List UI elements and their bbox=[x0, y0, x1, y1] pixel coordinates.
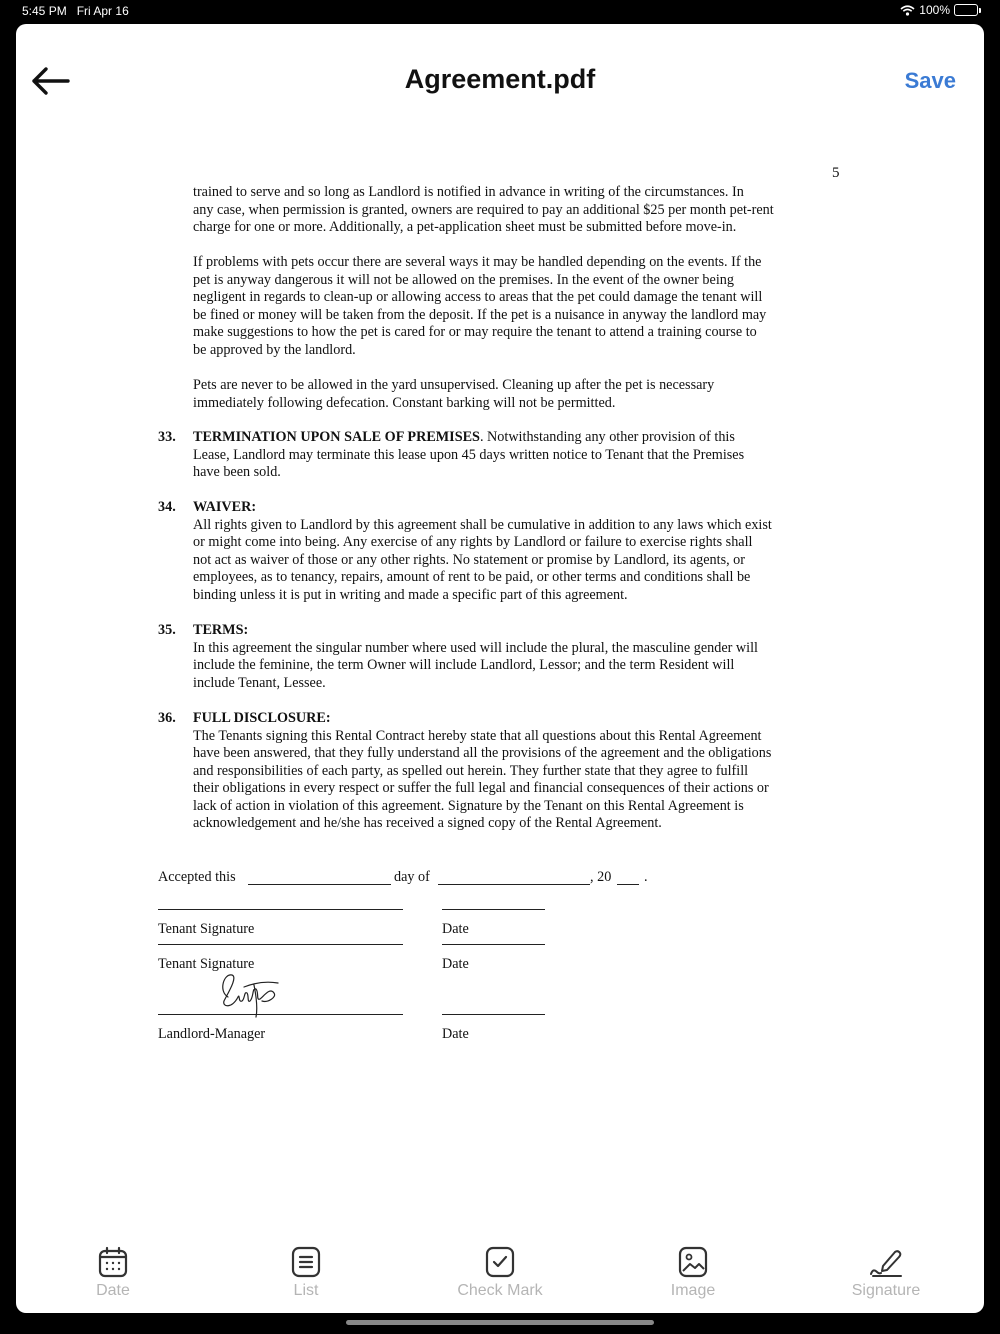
section-33-number: 33. bbox=[158, 429, 176, 445]
handwritten-signature[interactable] bbox=[214, 967, 284, 1019]
text-line: negligent in regards to clean-up or allowing access to areas that the pet could damage the tenant will bbox=[193, 289, 763, 305]
text-line: All rights given to Landlord by this agreement shall be cumulative in addition to any laws which exist bbox=[193, 516, 772, 533]
calendar-icon bbox=[98, 1246, 128, 1278]
signature-tool-label: Signature bbox=[851, 1282, 921, 1299]
paragraph-pets-3 bbox=[193, 377, 853, 412]
tenant-signature-label-2: Tenant Signature bbox=[158, 956, 255, 972]
document-title: Agreement.pdf bbox=[404, 64, 596, 94]
image-icon bbox=[678, 1246, 708, 1278]
section-36-heading: FULL DISCLOSURE: bbox=[193, 710, 331, 726]
battery-percent: 100% bbox=[919, 3, 950, 17]
date-label-2: Date bbox=[442, 956, 469, 972]
accepted-year-field[interactable] bbox=[617, 884, 639, 885]
battery-icon bbox=[954, 4, 978, 16]
text-line: be approved by the landlord. bbox=[193, 341, 356, 358]
text-line: or might come into being. Any exercise of any rights by Landlord or failure to exercise rights shall bbox=[193, 534, 753, 550]
text-line: binding unless it is put in writing and made a specific part of this agreement. bbox=[193, 586, 628, 603]
text-line: lack of action in violation of this agreement. Signature by the Tenant on this Rental Agreement is bbox=[193, 797, 744, 814]
text-line: and responsibilities of each party, as spelled out herein. They further state that they agree to fulfill bbox=[193, 762, 749, 779]
list-tool-button[interactable] bbox=[246, 1246, 366, 1300]
list-icon bbox=[291, 1246, 321, 1278]
accepted-period: . bbox=[644, 869, 648, 885]
text-line: immediately following defecation. Constant barking will not be permitted. bbox=[193, 394, 616, 411]
section-33-line-1: . Notwithstanding any other provision of this bbox=[479, 429, 735, 445]
text-line: The Tenants signing this Rental Contract hereby state that all questions about this Rental Agreement bbox=[193, 727, 762, 744]
section-34 bbox=[193, 499, 853, 604]
save-button[interactable]: Save bbox=[904, 68, 956, 93]
home-indicator bbox=[346, 1320, 654, 1325]
status-time: 5:45 PM Fri Apr 16 bbox=[22, 4, 129, 18]
text-line: have been sold. bbox=[193, 464, 281, 480]
tenant-signature-line-1[interactable] bbox=[158, 909, 403, 910]
text-line: acknowledgement and he/she has received a signed copy of the Rental Agreement. bbox=[193, 815, 662, 831]
wifi-icon bbox=[900, 5, 915, 16]
date-label-3: Date bbox=[442, 1026, 469, 1042]
signature-pen-icon bbox=[869, 1246, 903, 1278]
landlord-manager-label: Landlord-Manager bbox=[158, 1026, 266, 1042]
text-line bbox=[193, 429, 853, 447]
text-line: employees, as to tenancy, repairs, amount of rent to be paid, or other terms and conditions shall be bbox=[193, 569, 751, 585]
day-of-label: day of bbox=[394, 869, 430, 885]
section-33-heading: TERMINATION UPON SALE OF PREMISES bbox=[193, 429, 480, 445]
bottom-toolbar bbox=[16, 1242, 984, 1312]
date-tool-label: Date bbox=[96, 1282, 130, 1299]
paragraph-pets-1 bbox=[193, 184, 853, 237]
accepted-this-label: Accepted this bbox=[158, 869, 236, 885]
text-line: If problems with pets occur there are several ways it may be handled depending on the events. If the bbox=[193, 254, 762, 270]
text-line: be fined or money will be taken from the deposit. If the pet is a nuisance in anyway the landlord may bbox=[193, 306, 767, 323]
section-33 bbox=[193, 429, 853, 482]
section-35-number: 35. bbox=[158, 622, 176, 638]
section-36-number: 36. bbox=[158, 710, 176, 726]
section-35 bbox=[193, 622, 853, 692]
landlord-signature-line[interactable] bbox=[158, 1014, 403, 1015]
section-34-number: 34. bbox=[158, 499, 176, 515]
paragraph-pets-2 bbox=[193, 254, 853, 359]
year-prefix-label: , 20 bbox=[590, 869, 612, 885]
status-right bbox=[900, 3, 978, 17]
text-line: make suggestions to how the pet is cared for or may require the tenant to attend a training course to bbox=[193, 324, 757, 340]
signature-tool-button[interactable] bbox=[826, 1246, 946, 1300]
tenant-signature-label-1: Tenant Signature bbox=[158, 921, 255, 937]
text-line: pet is anyway dangerous it will not be allowed on the premises. In the event of the owner being bbox=[193, 271, 734, 288]
text-line: include the feminine, the term Owner will include Landlord, Lessor; and the term Resident will bbox=[193, 657, 735, 673]
image-tool-label: Image bbox=[670, 1282, 716, 1299]
date-label-1: Date bbox=[442, 921, 469, 937]
status-bar bbox=[0, 0, 1000, 22]
tenant-date-line-1[interactable] bbox=[442, 909, 545, 910]
text-line: have been answered, that they fully understand all the provisions of the agreement and the obligations bbox=[193, 745, 772, 761]
accepted-day-field[interactable] bbox=[248, 884, 391, 885]
landlord-date-line[interactable] bbox=[442, 1014, 545, 1015]
section-35-heading: TERMS: bbox=[193, 622, 249, 638]
list-tool-label: List bbox=[293, 1282, 319, 1299]
text-line: not act as waiver of those or any other rights. No statement or promise by Landlord, its agents, or bbox=[193, 551, 745, 568]
text-line: Lease, Landlord may terminate this lease upon 45 days written notice to Tenant that the Premises bbox=[193, 446, 745, 463]
document-sheet bbox=[16, 24, 984, 1313]
check-mark-tool-label: Check Mark bbox=[457, 1282, 543, 1299]
text-line: Pets are never to be allowed in the yard unsupervised. Cleaning up after the pet is necessary bbox=[193, 377, 715, 393]
text-line: include Tenant, Lessee. bbox=[193, 674, 326, 691]
check-mark-tool-button[interactable] bbox=[440, 1246, 560, 1300]
text-line: charge for one or more. Additionally, a pet-application sheet must be submitted before move-in. bbox=[193, 219, 737, 235]
image-tool-button[interactable] bbox=[633, 1246, 753, 1300]
text-line: In this agreement the singular number where used will include the plural, the masculine gender will bbox=[193, 639, 758, 656]
accepted-month-field[interactable] bbox=[438, 884, 590, 885]
tenant-signature-line-2[interactable] bbox=[158, 944, 403, 945]
text-line: their obligations in every respect or suffer the full legal and financial consequences of their actions or bbox=[193, 780, 769, 796]
page-number: 5 bbox=[832, 165, 840, 181]
section-34-heading: WAIVER: bbox=[193, 499, 257, 515]
date-tool-button[interactable] bbox=[53, 1246, 173, 1300]
text-line: any case, when permission is granted, owners are required to pay an additional $25 per month pet-rent bbox=[193, 201, 774, 218]
tenant-date-line-2[interactable] bbox=[442, 944, 545, 945]
section-36 bbox=[193, 710, 853, 833]
checkmark-icon bbox=[485, 1246, 515, 1278]
text-line: trained to serve and so long as Landlord is notified in advance in writing of the circumstances. In bbox=[193, 184, 744, 200]
